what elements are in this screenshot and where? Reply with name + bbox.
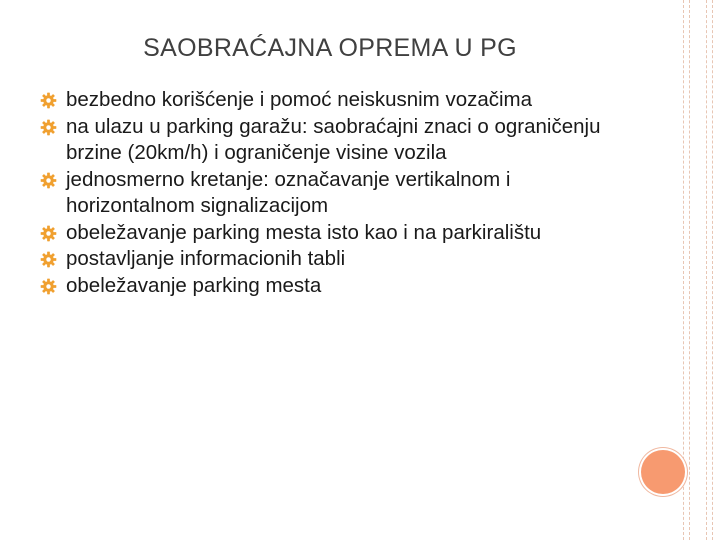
bullet-item [40, 246, 640, 273]
slide-title: SAOBRAĆAJNA OPREMA U PG [143, 34, 517, 62]
gear-icon [40, 251, 57, 268]
decorative-line [706, 0, 707, 540]
bullet-item [40, 273, 640, 300]
bullet-text: postavljanje informacionih tabli [66, 247, 346, 270]
bullet-item [40, 87, 640, 114]
bullet-list [40, 87, 640, 299]
bullet-text: obeležavanje parking mesta [66, 273, 322, 297]
decorative-line [712, 0, 713, 540]
bullet-text: bezbedno korišćenje i pomoć neiskusnim vozačima [66, 88, 533, 111]
decorative-line [683, 0, 684, 540]
decorative-circle [641, 450, 685, 494]
gear-icon [40, 172, 57, 189]
bullet-text: na ulazu u parking garažu: saobraćajni znaci o ograničenju brzine (20km/h) i ograničenje visine vozila [66, 114, 601, 164]
bullet-item [40, 167, 640, 220]
gear-icon [40, 278, 57, 295]
bullet-item [40, 114, 640, 167]
gear-icon [40, 225, 57, 242]
gear-icon [40, 119, 57, 136]
bullet-text: jednosmerno kretanje: označavanje vertikalnom i horizontalnom signalizacijom [66, 167, 511, 217]
bullet-item [40, 220, 640, 247]
decorative-line [689, 0, 690, 540]
bullet-text: obeležavanje parking mesta isto kao i na parkiralištu [66, 220, 542, 244]
gear-icon [40, 92, 57, 109]
